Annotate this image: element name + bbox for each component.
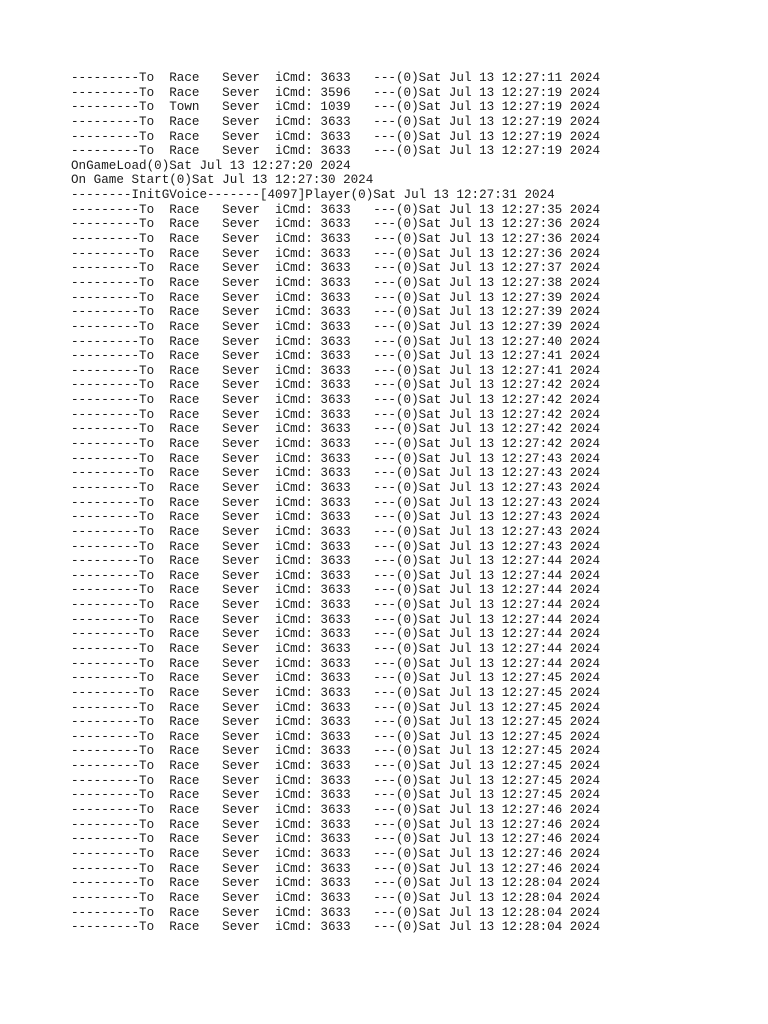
log-line: ---------To Race Sever iCmd: 3633 ---(0)Sat Jul 13 12:28:04 2024 (71, 920, 601, 935)
log-line: ---------To Race Sever iCmd: 3633 ---(0)Sat Jul 13 12:27:45 2024 (71, 671, 601, 686)
log-line: ---------To Race Sever iCmd: 3633 ---(0)Sat Jul 13 12:27:44 2024 (71, 612, 601, 627)
log-line: ---------To Race Sever iCmd: 3633 ---(0)Sat Jul 13 12:27:43 2024 (71, 495, 601, 510)
log-line: OnGameLoad(0)Sat Jul 13 12:27:20 2024 (71, 158, 351, 173)
log-line: ---------To Race Sever iCmd: 3633 ---(0)Sat Jul 13 12:27:45 2024 (71, 729, 601, 744)
log-line: ---------To Race Sever iCmd: 3633 ---(0)Sat Jul 13 12:27:46 2024 (71, 832, 601, 847)
log-line: ---------To Race Sever iCmd: 3633 ---(0)Sat Jul 13 12:27:19 2024 (71, 144, 601, 159)
log-line: ---------To Race Sever iCmd: 3633 ---(0)Sat Jul 13 12:27:36 2024 (71, 246, 601, 261)
log-line: ---------To Race Sever iCmd: 3633 ---(0)Sat Jul 13 12:27:44 2024 (71, 568, 601, 583)
log-line: ---------To Race Sever iCmd: 3633 ---(0)Sat Jul 13 12:27:39 2024 (71, 305, 601, 320)
log-line: ---------To Race Sever iCmd: 3633 ---(0)Sat Jul 13 12:27:44 2024 (71, 583, 601, 598)
log-line: ---------To Race Sever iCmd: 3633 ---(0)Sat Jul 13 12:27:45 2024 (71, 759, 601, 774)
log-line: ---------To Race Sever iCmd: 3633 ---(0)Sat Jul 13 12:27:45 2024 (71, 700, 601, 715)
log-line: ---------To Race Sever iCmd: 3633 ---(0)Sat Jul 13 12:27:44 2024 (71, 627, 601, 642)
log-line: ---------To Race Sever iCmd: 3633 ---(0)Sat Jul 13 12:27:45 2024 (71, 744, 601, 759)
log-line: ---------To Race Sever iCmd: 3633 ---(0)Sat Jul 13 12:27:43 2024 (71, 466, 601, 481)
log-line: ---------To Race Sever iCmd: 3633 ---(0)Sat Jul 13 12:27:45 2024 (71, 685, 601, 700)
log-line: ---------To Race Sever iCmd: 3633 ---(0)Sat Jul 13 12:27:41 2024 (71, 363, 601, 378)
log-line: ---------To Race Sever iCmd: 3633 ---(0)Sat Jul 13 12:27:43 2024 (71, 451, 601, 466)
log-line: --------InitGVoice-------[4097]Player(0)Sat Jul 13 12:27:31 2024 (71, 188, 555, 203)
log-line: ---------To Race Sever iCmd: 3633 ---(0)Sat Jul 13 12:27:42 2024 (71, 407, 601, 422)
log-line: ---------To Race Sever iCmd: 3633 ---(0)Sat Jul 13 12:27:42 2024 (71, 393, 601, 408)
log-line: ---------To Race Sever iCmd: 3633 ---(0)Sat Jul 13 12:27:36 2024 (71, 232, 601, 247)
log-line: ---------To Race Sever iCmd: 3633 ---(0)Sat Jul 13 12:27:44 2024 (71, 656, 601, 671)
log-line: ---------To Race Sever iCmd: 3633 ---(0)Sat Jul 13 12:27:19 2024 (71, 114, 601, 129)
log-line: ---------To Race Sever iCmd: 3633 ---(0)Sat Jul 13 12:27:43 2024 (71, 539, 601, 554)
log-line: ---------To Race Sever iCmd: 3633 ---(0)Sat Jul 13 12:27:45 2024 (71, 788, 601, 803)
log-line: ---------To Race Sever iCmd: 3633 ---(0)Sat Jul 13 12:27:46 2024 (71, 817, 601, 832)
log-line: ---------To Race Sever iCmd: 3633 ---(0)Sat Jul 13 12:27:42 2024 (71, 422, 601, 437)
log-line: ---------To Race Sever iCmd: 3633 ---(0)Sat Jul 13 12:27:43 2024 (71, 480, 601, 495)
log-line: ---------To Race Sever iCmd: 3633 ---(0)Sat Jul 13 12:27:40 2024 (71, 334, 601, 349)
log-line: ---------To Race Sever iCmd: 3633 ---(0)Sat Jul 13 12:27:44 2024 (71, 641, 601, 656)
log-line: ---------To Race Sever iCmd: 3596 ---(0)Sat Jul 13 12:27:19 2024 (71, 85, 601, 100)
log-line: ---------To Town Sever iCmd: 1039 ---(0)Sat Jul 13 12:27:19 2024 (71, 100, 601, 115)
log-line: ---------To Race Sever iCmd: 3633 ---(0)Sat Jul 13 12:27:46 2024 (71, 861, 601, 876)
log-line: ---------To Race Sever iCmd: 3633 ---(0)Sat Jul 13 12:27:41 2024 (71, 349, 601, 364)
log-line: ---------To Race Sever iCmd: 3633 ---(0)Sat Jul 13 12:27:35 2024 (71, 202, 601, 217)
log-line: ---------To Race Sever iCmd: 3633 ---(0)Sat Jul 13 12:27:36 2024 (71, 217, 601, 232)
log-line: ---------To Race Sever iCmd: 3633 ---(0)Sat Jul 13 12:27:38 2024 (71, 275, 601, 290)
log-line: ---------To Race Sever iCmd: 3633 ---(0)Sat Jul 13 12:27:42 2024 (71, 378, 601, 393)
log-line: ---------To Race Sever iCmd: 3633 ---(0)Sat Jul 13 12:27:46 2024 (71, 846, 601, 861)
log-line: ---------To Race Sever iCmd: 3633 ---(0)Sat Jul 13 12:27:44 2024 (71, 598, 601, 613)
log-line: ---------To Race Sever iCmd: 3633 ---(0)Sat Jul 13 12:27:37 2024 (71, 261, 601, 276)
log-line: ---------To Race Sever iCmd: 3633 ---(0)Sat Jul 13 12:28:04 2024 (71, 905, 601, 920)
log-line: ---------To Race Sever iCmd: 3633 ---(0)Sat Jul 13 12:27:43 2024 (71, 510, 601, 525)
log-line: ---------To Race Sever iCmd: 3633 ---(0)Sat Jul 13 12:27:43 2024 (71, 524, 601, 539)
log-line: ---------To Race Sever iCmd: 3633 ---(0)Sat Jul 13 12:27:19 2024 (71, 129, 601, 144)
log-line: ---------To Race Sever iCmd: 3633 ---(0)Sat Jul 13 12:27:39 2024 (71, 290, 601, 305)
log-line: ---------To Race Sever iCmd: 3633 ---(0)Sat Jul 13 12:27:45 2024 (71, 773, 601, 788)
log-line: ---------To Race Sever iCmd: 3633 ---(0)Sat Jul 13 12:27:45 2024 (71, 715, 601, 730)
log-line: ---------To Race Sever iCmd: 3633 ---(0)Sat Jul 13 12:27:44 2024 (71, 554, 601, 569)
log-line: ---------To Race Sever iCmd: 3633 ---(0)Sat Jul 13 12:27:46 2024 (71, 803, 601, 818)
log-line: ---------To Race Sever iCmd: 3633 ---(0)Sat Jul 13 12:27:11 2024 (71, 71, 601, 85)
log-line: ---------To Race Sever iCmd: 3633 ---(0)Sat Jul 13 12:27:39 2024 (71, 319, 601, 334)
log-line: ---------To Race Sever iCmd: 3633 ---(0)Sat Jul 13 12:28:04 2024 (71, 876, 601, 891)
log-line: ---------To Race Sever iCmd: 3633 ---(0)Sat Jul 13 12:28:04 2024 (71, 890, 601, 905)
log-line: On Game Start(0)Sat Jul 13 12:27:30 2024 (71, 173, 374, 188)
log-text (71, 71, 600, 935)
log-line: ---------To Race Sever iCmd: 3633 ---(0)Sat Jul 13 12:27:42 2024 (71, 437, 601, 452)
